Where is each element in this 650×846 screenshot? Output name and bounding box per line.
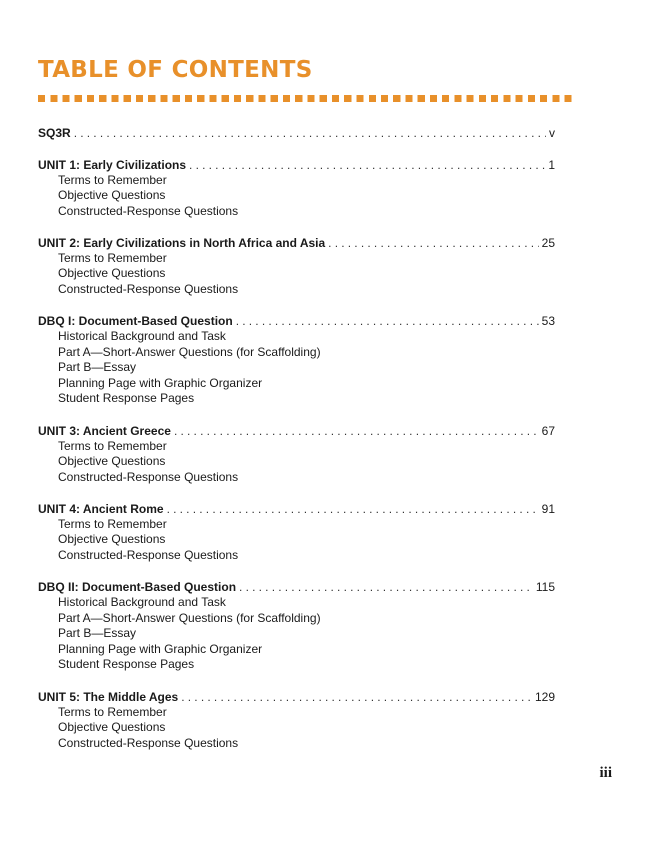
- toc-subitem: Constructed-Response Questions: [58, 735, 239, 750]
- table-of-contents: [38, 125, 555, 767]
- dot-leader: [189, 157, 545, 173]
- toc-subitem: Objective Questions: [58, 720, 166, 735]
- page-title: TABLE OF CONTENTS: [38, 57, 313, 83]
- toc-subitem: Part A—Short-Answer Questions (for Scaffolding): [58, 610, 321, 625]
- dot-leader: [181, 689, 532, 705]
- toc-subitem: Terms to Remember: [58, 516, 167, 531]
- toc-entry-title: UNIT 4: Ancient Rome: [38, 501, 164, 516]
- toc-entry-title: UNIT 3: Ancient Greece: [38, 423, 171, 438]
- toc-subitem: Part A—Short-Answer Questions (for Scaffolding): [58, 344, 321, 359]
- toc-entry-title: UNIT 5: The Middle Ages: [38, 689, 179, 704]
- toc-entry[interactable]: [38, 157, 555, 173]
- toc-entry-page-number: 67: [541, 423, 555, 438]
- toc-entry[interactable]: [38, 125, 555, 141]
- toc-entry-title: UNIT 1: Early Civilizations: [38, 157, 187, 172]
- toc-section: [38, 157, 555, 220]
- toc-entry-page-number: 25: [541, 235, 555, 250]
- toc-entry[interactable]: [38, 423, 555, 439]
- toc-subitem: Planning Page with Graphic Organizer: [58, 641, 263, 656]
- toc-subitem-list: [38, 173, 555, 220]
- toc-entry-title: DBQ I: Document-Based Question: [38, 314, 233, 329]
- toc-entry[interactable]: [38, 313, 555, 329]
- toc-subitem-list: [38, 595, 555, 673]
- toc-entry[interactable]: [38, 501, 555, 517]
- toc-entry-title: DBQ II: Document-Based Question: [38, 580, 237, 595]
- toc-entry-page-number: 53: [541, 314, 555, 329]
- toc-subitem: Historical Background and Task: [58, 595, 226, 610]
- toc-subitem: Part B—Essay: [58, 626, 137, 641]
- toc-subitem-list: [38, 439, 555, 486]
- page-number: iii: [599, 765, 612, 781]
- toc-subitem-list: [38, 251, 555, 298]
- dot-leader: [239, 579, 533, 595]
- toc-subitem-list: [38, 329, 555, 407]
- toc-subitem: Constructed-Response Questions: [58, 548, 239, 562]
- toc-entry[interactable]: [38, 689, 555, 705]
- toc-subitem: Part B—Essay: [58, 360, 137, 375]
- toc-subitem-list: [38, 517, 555, 564]
- toc-subitem: Terms to Remember: [58, 438, 167, 453]
- toc-section: [38, 235, 555, 298]
- dot-leader: [174, 423, 539, 439]
- toc-subitem: Terms to Remember: [58, 250, 167, 265]
- toc-subitem: Objective Questions: [58, 532, 166, 547]
- toc-subitem: Constructed-Response Questions: [58, 203, 239, 218]
- title-divider: [38, 95, 574, 102]
- dot-leader: [236, 313, 539, 329]
- toc-section: [38, 423, 555, 486]
- dot-leader: [167, 501, 539, 517]
- dot-leader: [328, 235, 538, 251]
- toc-subitem: Objective Questions: [58, 266, 166, 281]
- toc-subitem: Student Response Pages: [58, 391, 195, 406]
- toc-section: [38, 313, 555, 407]
- toc-section: [38, 689, 555, 752]
- toc-entry-page-number: 1: [548, 157, 555, 172]
- toc-subitem: Constructed-Response Questions: [58, 281, 239, 296]
- toc-subitem: Planning Page with Graphic Organizer: [58, 375, 263, 390]
- toc-entry-title: UNIT 2: Early Civilizations in North Africa and Asia: [38, 235, 326, 250]
- toc-entry-page-number: 115: [535, 580, 555, 595]
- toc-entry-page-number: 129: [534, 689, 555, 704]
- toc-section: [38, 125, 555, 141]
- toc-entry[interactable]: [38, 579, 555, 595]
- toc-subitem: Student Response Pages: [58, 657, 195, 672]
- toc-entry-title: SQ3R: [38, 126, 71, 140]
- toc-subitem: Objective Questions: [58, 454, 166, 469]
- toc-section: [38, 501, 555, 564]
- toc-entry[interactable]: [38, 235, 555, 251]
- toc-subitem: Terms to Remember: [58, 172, 167, 187]
- toc-subitem: Terms to Remember: [58, 704, 167, 719]
- toc-subitem: Objective Questions: [58, 188, 166, 203]
- dot-leader: [74, 125, 546, 141]
- toc-subitem-list: [38, 705, 555, 752]
- toc-entry-page-number: v: [549, 126, 555, 140]
- toc-entry-page-number: 91: [541, 501, 555, 516]
- toc-subitem: Constructed-Response Questions: [58, 469, 239, 484]
- toc-subitem: Historical Background and Task: [58, 329, 226, 344]
- toc-section: [38, 579, 555, 673]
